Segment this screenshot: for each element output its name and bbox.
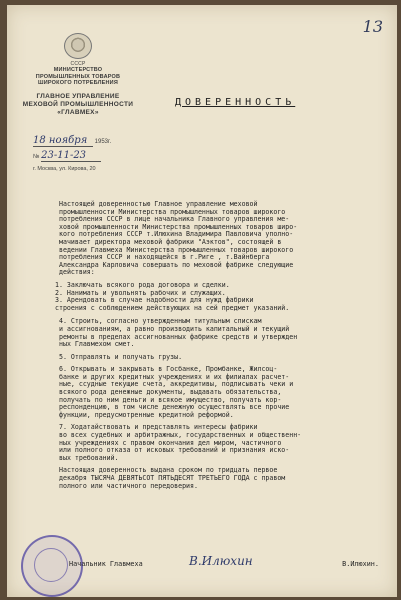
- letterhead-country: СССР: [70, 61, 86, 67]
- address: г. Москва, ул. Кирова, 20: [33, 166, 96, 172]
- number-row: [33, 150, 101, 162]
- ministry-line: ШИРОКОГО ПОТРЕБЛЕНИЯ: [38, 80, 118, 86]
- list-item: 3. Арендовать в случае надобности для нужд фабрики строения с соблюдением действующих на сей предмет указаний.: [55, 296, 290, 312]
- paragraph-5: 5. Отправлять и получать грузы.: [59, 352, 183, 361]
- letterhead: [19, 33, 137, 117]
- date-row: [33, 135, 111, 147]
- document-body: [49, 201, 379, 495]
- department-line: МЕХОВОЙ ПРОМЫШЛЕННОСТИ: [22, 100, 134, 108]
- signature-block: [69, 554, 379, 576]
- ministry-line: МИНИСТЕРСТВО: [53, 67, 103, 73]
- actions-list: [49, 282, 379, 312]
- signatory-name: В.Илюхин.: [342, 560, 379, 568]
- handwritten-date: 18 ноября: [33, 135, 88, 146]
- page-number: 13: [362, 17, 383, 36]
- number-prefix: №: [33, 154, 40, 160]
- list-item: 2. Нанимать и увольнять рабочих и служащих.: [55, 288, 226, 297]
- handwritten-number: 23-11-23: [41, 150, 87, 161]
- letterhead-ministry: [19, 67, 137, 87]
- department-line: ГЛАВНОЕ УПРАВЛЕНИЕ: [36, 92, 120, 100]
- paragraph-6: 6. Открывать и закрывать в Госбанке, Промбанке, Жилсоц- банке и других кредитных учреждениях и их филиалах расчет- ные, ссудные текущие счета, аккредитивы, подписывать чеки и всякого рода денежные документы, выдавать обязательства, получать по ним деньги и всякое имущество, получать кор- респонденцию, в том числе денежную осуществлять все прочие функции, предусмотренные кредитной реформой.: [59, 365, 294, 419]
- signatory-position: Начальник Главмеха: [69, 560, 143, 568]
- document-title: ДОВЕРЕННОСТЬ: [175, 97, 296, 108]
- closing-paragraph: Настоящая доверенность выдана сроком по тридцать первое декабря ТЫСЯЧА ДЕВЯТЬСОТ ПЯТЬДЕСЯТ ТРЕТЬЕГО ГОДА с правом полного или частичного передоверия.: [59, 466, 286, 490]
- handwritten-signature: В.Илюхин: [189, 554, 253, 568]
- state-emblem-icon: [64, 33, 92, 59]
- letterhead-department: [19, 93, 137, 117]
- paragraph-4: 4. Строить, согласно утвержденным титульным спискам и ассигнованиям, а равно производить капитальный и текущий ремонты в пределах ассигнованных фабрике средств и утвержден ных Главмехом смет.: [59, 317, 298, 349]
- year-suffix: 1953г.: [94, 139, 112, 145]
- stamp-inner-ring: [34, 548, 68, 582]
- document-page: [7, 5, 397, 597]
- intro-paragraph: Настоящей доверенностью Главное управление меховой промышленности Министерства промышленных товаров широкого потребления СССР в лице начальника Главного управления ме- ховой промышленности Министерства промышленных товаров широ- кого потребления СССР т.Илюхина Владимира Павловича уполно- мачивает директора меховой фабрики "Аэктов", состоящей в ведении Главмеха Министерства промышленных товаров широкого потребления СССР и находящейся в г.Риге , т.Вайнберга Александра Карловича совершать по меховой фабрике следующие действия:: [59, 200, 298, 277]
- list-item: 1. Заключать всякого рода договора и сделки.: [55, 280, 230, 289]
- paragraph-7: 7. Ходатайствовать и представлять интересы фабрики во всех судебных и арбитражных, государственных и общественн- ных учреждениях с правом окончания дел миром, частичного или полного отказа от исковых требований и признания иско- вых требований.: [59, 423, 302, 462]
- ministry-line: ПРОМЫШЛЕННЫХ ТОВАРОВ: [35, 73, 121, 80]
- department-line: «ГЛАВМЕХ»: [57, 108, 99, 116]
